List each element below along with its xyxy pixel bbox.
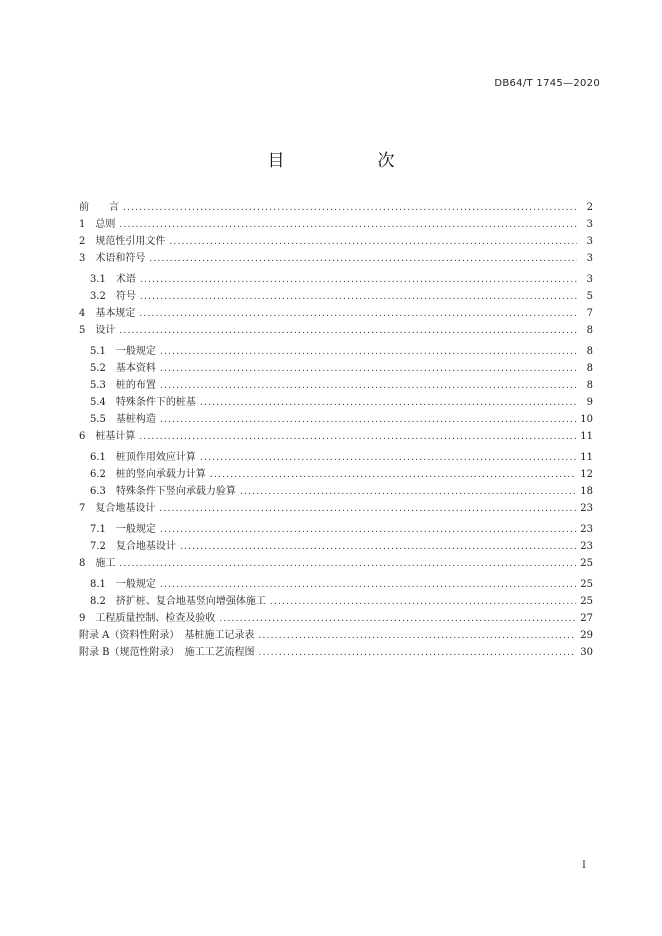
toc-entry[interactable] xyxy=(79,521,593,538)
toc-entry-page: 25 xyxy=(580,579,593,590)
toc-entry-page: 10 xyxy=(580,414,593,425)
toc-entry-page: 8 xyxy=(586,325,593,336)
toc-leader-dots xyxy=(119,323,577,340)
toc-entry[interactable] xyxy=(79,538,593,555)
toc-entry-page: 25 xyxy=(580,558,593,569)
toc-entry[interactable] xyxy=(79,377,593,394)
toc-entry-label: 6.3 特殊条件下竖向承载力验算 xyxy=(90,486,236,497)
toc-leader-dots xyxy=(160,361,577,378)
toc-entry-page: 29 xyxy=(580,630,593,641)
toc-entry-page: 5 xyxy=(586,291,593,302)
toc-entry-label: 5.3 桩的布置 xyxy=(90,380,156,391)
toc-leader-dots xyxy=(200,450,576,467)
toc-leader-dots xyxy=(159,501,576,518)
page-title: 目 次 xyxy=(267,151,433,171)
toc-leader-dots xyxy=(140,289,577,306)
toc-entry[interactable] xyxy=(79,593,593,610)
toc-entry-page: 8 xyxy=(586,363,593,374)
toc-leader-dots xyxy=(259,645,577,662)
table-of-contents xyxy=(79,199,593,661)
toc-entry-page: 12 xyxy=(580,469,593,480)
toc-leader-dots xyxy=(180,539,576,556)
toc-entry-label: 7.1 一般规定 xyxy=(90,524,156,535)
toc-entry[interactable] xyxy=(79,483,593,500)
toc-entry-page: 23 xyxy=(580,524,593,535)
toc-leader-dots xyxy=(160,577,576,594)
toc-entry-page: 3 xyxy=(586,219,593,230)
toc-entry[interactable] xyxy=(79,627,593,644)
toc-entry-label: 4 基本规定 xyxy=(79,308,136,319)
toc-entry-page: 30 xyxy=(580,647,593,658)
toc-entry[interactable] xyxy=(79,250,593,267)
toc-leader-dots xyxy=(219,611,576,628)
toc-leader-dots xyxy=(169,234,577,251)
toc-entry-page: 11 xyxy=(580,452,593,463)
toc-entry[interactable] xyxy=(79,610,593,627)
toc-entry[interactable] xyxy=(79,199,593,216)
toc-leader-dots xyxy=(139,429,576,446)
toc-leader-dots xyxy=(200,395,577,412)
toc-entry-page: 3 xyxy=(586,236,593,247)
toc-leader-dots xyxy=(258,628,576,645)
toc-entry-label: 8.2 挤扩桩、复合地基竖向增强体施工 xyxy=(90,596,266,607)
toc-entry-label: 6.2 桩的竖向承载力计算 xyxy=(90,469,206,480)
toc-entry-label: 5.1 一般规定 xyxy=(90,346,156,357)
toc-entry-page: 9 xyxy=(586,397,593,408)
toc-entry-page: 7 xyxy=(586,308,593,319)
toc-entry-label: 7.2 复合地基设计 xyxy=(90,541,176,552)
toc-leader-dots xyxy=(119,556,576,573)
toc-entry-label: 附录 B（规范性附录） 施工工艺流程图 xyxy=(79,647,255,658)
toc-entry[interactable] xyxy=(79,394,593,411)
toc-entry-page: 23 xyxy=(580,503,593,514)
toc-entry-label: 5.4 特殊条件下的桩基 xyxy=(90,397,196,408)
toc-leader-dots xyxy=(149,251,577,268)
toc-entry[interactable] xyxy=(79,555,593,572)
toc-entry-page: 25 xyxy=(580,596,593,607)
toc-entry-label: 5.2 基本资料 xyxy=(90,363,156,374)
toc-entry-page: 18 xyxy=(580,486,593,497)
toc-leader-dots xyxy=(160,412,576,429)
toc-entry-label: 2 规范性引用文件 xyxy=(79,236,166,247)
toc-entry-label: 1 总则 xyxy=(79,219,116,230)
toc-leader-dots xyxy=(270,594,576,611)
toc-entry-page: 11 xyxy=(580,431,593,442)
toc-leader-dots xyxy=(160,344,577,361)
toc-entry[interactable] xyxy=(79,305,593,322)
toc-entry-page: 2 xyxy=(586,202,593,213)
toc-leader-dots xyxy=(119,217,577,234)
toc-entry-label: 3.1 术语 xyxy=(90,274,136,285)
toc-leader-dots xyxy=(210,467,576,484)
toc-leader-dots xyxy=(160,522,576,539)
toc-entry[interactable] xyxy=(79,343,593,360)
toc-entry-label: 8 施工 xyxy=(79,558,116,569)
toc-leader-dots xyxy=(123,200,577,217)
toc-entry-label: 前 言 xyxy=(79,202,119,213)
toc-entry[interactable] xyxy=(79,576,593,593)
toc-leader-dots xyxy=(140,272,577,289)
toc-entry[interactable] xyxy=(79,288,593,305)
toc-entry-page: 3 xyxy=(586,253,593,264)
toc-entry-label: 附录 A（资料性附录） 基桩施工记录表 xyxy=(79,630,255,641)
toc-entry-label: 3 术语和符号 xyxy=(79,253,146,264)
toc-leader-dots xyxy=(240,484,576,501)
toc-entry-label: 9 工程质量控制、检查及验收 xyxy=(79,613,216,624)
toc-entry-label: 6 桩基计算 xyxy=(79,431,136,442)
toc-entry[interactable] xyxy=(79,233,593,250)
toc-entry[interactable] xyxy=(79,500,593,517)
toc-entry-page: 8 xyxy=(586,380,593,391)
toc-entry-page: 3 xyxy=(586,274,593,285)
document-code-header: DB64/T 1745—2020 xyxy=(494,78,600,89)
toc-entry[interactable] xyxy=(79,271,593,288)
page-number: I xyxy=(582,860,586,871)
toc-entry-label: 7 复合地基设计 xyxy=(79,503,156,514)
toc-entry[interactable] xyxy=(79,322,593,339)
toc-entry-page: 23 xyxy=(580,541,593,552)
toc-entry-label: 5.5 基桩构造 xyxy=(90,414,156,425)
toc-leader-dots xyxy=(160,378,577,395)
toc-entry-label: 5 设计 xyxy=(79,325,116,336)
toc-entry[interactable] xyxy=(79,411,593,428)
toc-entry[interactable] xyxy=(79,449,593,466)
toc-entry[interactable] xyxy=(79,428,593,445)
toc-leader-dots xyxy=(139,306,577,323)
toc-entry-page: 27 xyxy=(580,613,593,624)
toc-entry[interactable] xyxy=(79,360,593,377)
toc-entry-page: 8 xyxy=(586,346,593,357)
toc-entry[interactable] xyxy=(79,466,593,483)
toc-entry-label: 3.2 符号 xyxy=(90,291,136,302)
toc-entry[interactable] xyxy=(79,644,593,661)
toc-entry-label: 6.1 桩顶作用效应计算 xyxy=(90,452,196,463)
toc-entry-label: 8.1 一般规定 xyxy=(90,579,156,590)
toc-entry[interactable] xyxy=(79,216,593,233)
